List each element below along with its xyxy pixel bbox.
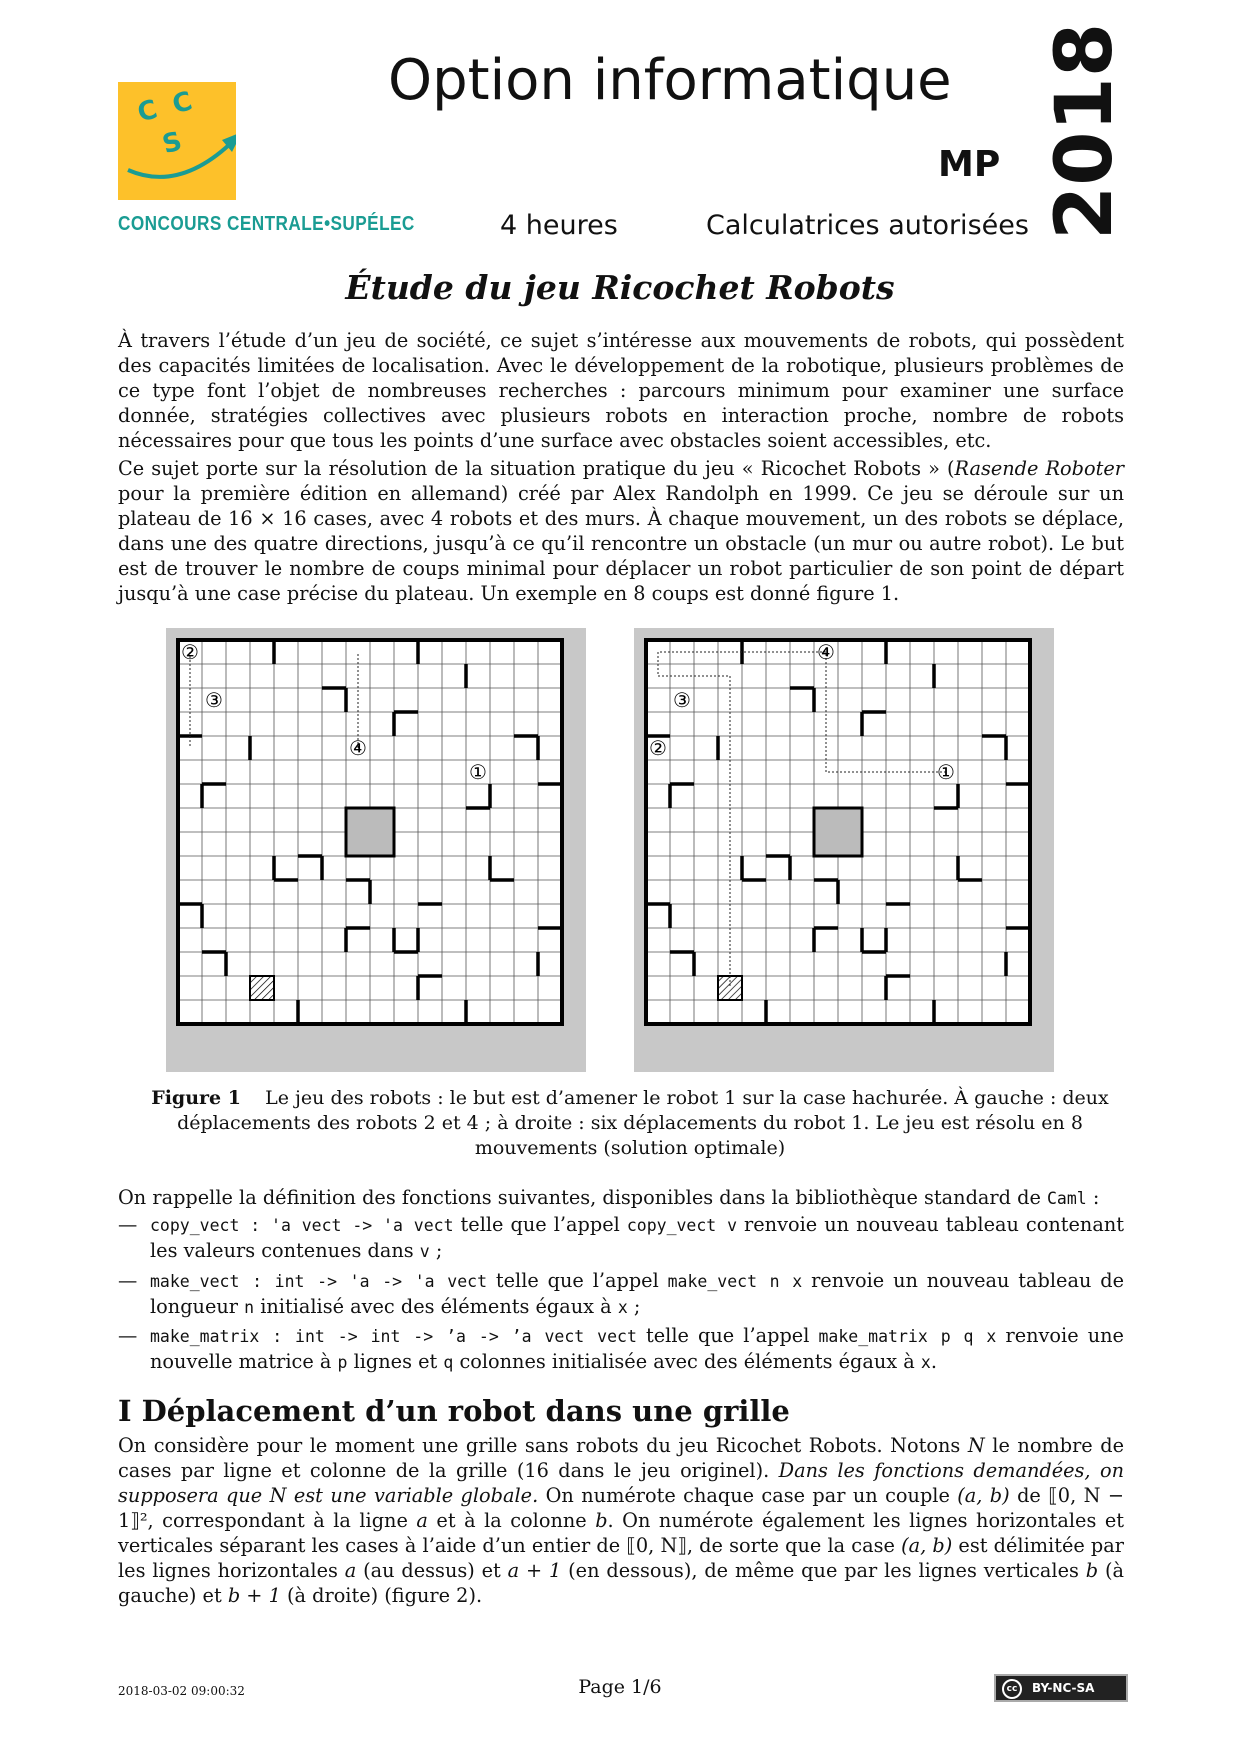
robot-4: ④ xyxy=(817,640,835,664)
figure-boards xyxy=(166,628,1084,1076)
center-block xyxy=(814,808,862,856)
board xyxy=(634,628,1054,1072)
center-block xyxy=(346,808,394,856)
creative-commons-icon: cc xyxy=(1002,1679,1022,1699)
robot-3: ③ xyxy=(673,688,691,712)
logo xyxy=(118,82,236,200)
footer-timestamp: 2018-03-02 09:00:32 xyxy=(118,1684,245,1698)
list-item-make-vect: — make_vect : int -> 'a -> 'a vect telle que l’appel make_vect n x renvoie un nouveau tableau de longueur n initialisé avec des éléments égaux à x ; xyxy=(118,1269,1124,1318)
page-number: Page 1/6 xyxy=(578,1676,662,1698)
logo-caption: CONCOURS CENTRALE•SUPÉLEC xyxy=(118,213,415,235)
logo-letter-s: S xyxy=(159,126,186,161)
robot-4: ④ xyxy=(349,736,367,760)
license-label: BY-NC-SA xyxy=(1032,1681,1095,1695)
robot-2: ② xyxy=(181,640,199,664)
calculator-note: Calculatrices autorisées xyxy=(706,210,1029,241)
robot-1: ① xyxy=(937,760,955,784)
exam-year: 2018 xyxy=(1040,22,1130,240)
exam-duration: 4 heures xyxy=(500,210,618,241)
exam-track: MP xyxy=(938,144,1001,185)
logo-letter-c2: C xyxy=(169,86,196,121)
list-item-copy-vect: — copy_vect : 'a vect -> 'a vect telle que l’appel copy_vect v renvoie un nouveau tableau contenant les valeurs contenues dans v ; xyxy=(118,1213,1124,1262)
board xyxy=(166,628,586,1072)
figure-caption: Figure 1 Le jeu des robots : le but est d’amener le robot 1 sur la case hachurée. À gauche : deux déplacements des robots 2 et 4 ; à droite : six déplacements du robot 1. Le jeu est résolu en 8 mouvements (solution optimale) xyxy=(151,1087,1109,1159)
functions-intro: On rappelle la définition des fonctions suivantes, disponibles dans la bibliothèque standard de Caml : xyxy=(118,1186,1100,1209)
license-badge xyxy=(994,1674,1128,1702)
robot-2: ② xyxy=(649,736,667,760)
robot-3: ③ xyxy=(205,688,223,712)
figure-label: Figure 1 xyxy=(151,1087,241,1109)
exam-title: Option informatique xyxy=(388,48,952,113)
section-1-paragraph: On considère pour le moment une grille sans robots du jeu Ricochet Robots. Notons N le nombre de cases par ligne et colonne de la grille (16 dans le jeu originel). Dans les fonctions demandées, on supposera que N est une variable globale. On numérote chaque case par un couple (a, b) de ⟦0, N − 1⟧², correspondant à la ligne a et à la colonne b. On numérote également les lignes horizontales et verticales séparant les cases à l’aide d’un entier de ⟦0, N⟧, de sorte que la case (a, b) est délimitée par les lignes horizontales a (au dessus) et a + 1 (en dessous), de même que par les lignes verticales b (à gauche) et b + 1 (à droite) (figure 2). xyxy=(118,1434,1125,1607)
robot-1: ① xyxy=(469,760,487,784)
figure-1 xyxy=(166,628,1084,1076)
subject-title: Étude du jeu Ricochet Robots xyxy=(345,268,895,307)
target-cell xyxy=(718,976,742,1000)
logo-graphic xyxy=(118,82,236,200)
list-item-make-matrix: — make_matrix : int -> int -> ’a -> ’a vect vect telle que l’appel make_matrix p q x renvoie une nouvelle matrice à p lignes et q colonnes initialisée avec des éléments égaux à x. xyxy=(118,1324,1124,1373)
intro-paragraph-1: À travers l’étude d’un jeu de société, ce sujet s’intéresse aux mouvements de robots, qui possèdent des capacités limitées de localisation. Avec le développement de la robotique, plusieurs problèmes de ce type font l’objet de nombreuses recherches : parcours minimum pour examiner une surface donnée, stratégies collectives avec plusieurs robots en interaction proche, nombre de robots nécessaires pour que tous les points d’une surface avec obstacles soient accessibles, etc. xyxy=(118,329,1124,452)
section-title: I Déplacement d’un robot dans une grille xyxy=(118,1394,790,1428)
target-cell xyxy=(250,976,274,1000)
intro-paragraph-2: Ce sujet porte sur la résolution de la situation pratique du jeu « Ricochet Robots » (Rasende Roboter pour la première édition en allemand) créé par Alex Randolph en 1999. Ce jeu se déroule sur un plateau de 16 × 16 cases, avec 4 robots et des murs. À chaque mouvement, un des robots se déplace, dans une des quatre directions, jusqu’à ce qu’il rencontre un obstacle (un mur ou autre robot). Le but est de trouver le nombre de coups minimal pour déplacer un robot particulier de son point de départ jusqu’à une case précise du plateau. Un exemple en 8 coups est donné figure 1. xyxy=(118,457,1124,605)
logo-letter-c1: C xyxy=(134,94,161,129)
